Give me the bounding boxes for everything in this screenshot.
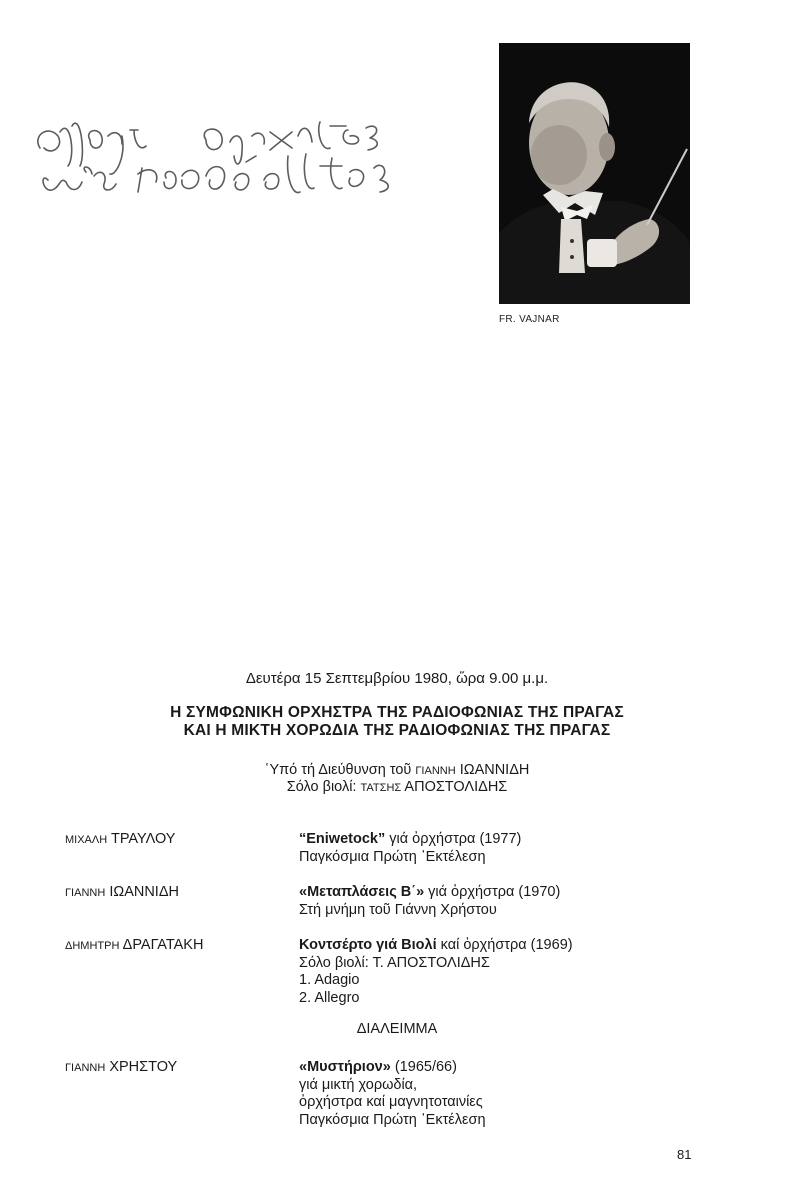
photo-caption: FR. VAJNAR <box>499 314 560 325</box>
movement-item: 1. Adagio <box>299 972 360 988</box>
program-composer <box>65 884 179 900</box>
work-note: ὀρχήστρα καί μαγνητοταινίες <box>299 1094 483 1110</box>
work-note: Σόλο βιολί: Τ. ΑΠΟΣΤΟΛΙΔΗΣ <box>299 954 490 971</box>
work-details: γιά ὀρχήστρα (1977) <box>385 831 522 847</box>
concert-title-line2: ΚΑΙ Η ΜΙΚΤΗ ΧΟΡΩΔΙΑ ΤΗΣ ΡΑΔΙΟΦΩΝΙΑΣ ΤΗΣ ΠΡΑΓΑΣ <box>183 722 611 739</box>
composer-first-name: ΓΙΑΝΝΗ <box>65 1062 106 1074</box>
work-title: «Μυστήριον» <box>299 1059 391 1075</box>
conductor-last-name: ΙΩΑΝΝΙΔΗ <box>459 762 530 778</box>
soloist-line <box>0 779 794 795</box>
concert-title-line1: Η ΣΥΜΦΩΝΙΚΗ ΟΡΧΗΣΤΡΑ ΤΗΣ ΡΑΔΙΟΦΩΝΙΑΣ ΤΗΣ ΠΡΑΓΑΣ <box>170 704 624 721</box>
composer-last-name: ΔΡΑΓΑΤΑΚΗ <box>122 937 204 953</box>
work-note: Στή μνήμη τοῦ Γιάννη Χρήστου <box>299 901 497 918</box>
program-composer <box>65 1059 177 1075</box>
concert-date: Δευτέρα 15 Σεπτεμβρίου 1980, ὥρα 9.00 μ.μ. <box>245 670 549 687</box>
work-details: γιά ὀρχήστρα (1970) <box>424 884 561 900</box>
intermission: ΔΙΑΛΕΙΜΜΑ <box>356 1021 438 1037</box>
conductor-photo <box>499 43 690 304</box>
handwritten-inscription <box>30 96 430 216</box>
program-work <box>299 937 573 1007</box>
program-composer <box>65 831 175 847</box>
conductor-line <box>0 762 794 778</box>
work-note: Παγκόσμια Πρώτη ᾿Εκτέλεση <box>299 848 486 865</box>
soloist-first-name: ΤΑΤΣΗΣ <box>360 782 402 794</box>
program-work <box>299 831 521 866</box>
program-composer <box>65 937 203 953</box>
work-details: καί ὀρχήστρα (1969) <box>436 937 573 953</box>
soloist-prefix: Σόλο βιολί: <box>286 779 361 795</box>
composer-last-name: ΙΩΑΝΝΙΔΗ <box>109 884 179 900</box>
conductor-first-name: ΓΙΑΝΝΗ <box>415 765 456 777</box>
work-title: «Μεταπλάσεις Β΄» <box>299 884 425 900</box>
work-note: γιά μικτή χορωδία, <box>299 1076 418 1093</box>
composer-last-name: ΧΡΗΣΤΟΥ <box>109 1059 178 1075</box>
composer-first-name: ΓΙΑΝΝΗ <box>65 887 106 899</box>
page-number: 81 <box>677 1147 692 1162</box>
work-title: Κοντσέρτο γιά Βιολί <box>299 937 437 953</box>
composer-first-name: ΔΗΜΗΤΡΗ <box>65 940 120 952</box>
composer-first-name: ΜΙΧΑΛΗ <box>65 834 108 846</box>
program-work <box>299 884 560 919</box>
program-work <box>299 1059 486 1129</box>
work-note: Παγκόσμια Πρώτη ᾿Εκτέλεση <box>299 1111 486 1128</box>
movement-item: 2. Allegro <box>299 989 360 1006</box>
work-title: “Eniwetock” <box>299 831 386 847</box>
work-details: (1965/66) <box>390 1059 457 1075</box>
conductor-prefix: ῾Υπό τή Διεύθυνση τοῦ <box>264 762 416 778</box>
composer-last-name: ΤΡΑΥΛΟΥ <box>110 831 176 847</box>
soloist-last-name: ΑΠΟΣΤΟΛΙΔΗΣ <box>404 779 508 795</box>
